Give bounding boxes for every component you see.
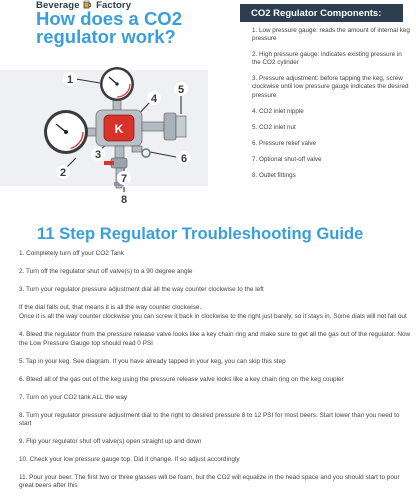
callout-8	[117, 192, 131, 206]
component-item: 4. CO2 inlet nipple	[252, 107, 304, 115]
shut-off-valve-icon	[104, 146, 127, 168]
callout-3	[91, 147, 105, 161]
svg-text:2: 2	[59, 167, 67, 179]
component-item: 3. Pressure adjustment: before tapping the keg, screw clockwise until low pressure gauge indicates the desired pressure	[252, 75, 409, 99]
callout-7	[117, 171, 131, 185]
svg-text:4: 4	[150, 93, 158, 105]
step-text: 9. Flip your regulator shut off valve(s) open straight up and down	[19, 438, 202, 446]
callout-2	[56, 165, 70, 179]
svg-text:7: 7	[120, 173, 128, 185]
brand-logo-part2: Factory	[96, 0, 132, 11]
svg-text:1: 1	[66, 74, 74, 86]
callout-6	[177, 151, 191, 165]
component-item: 6. Pressure relief valve	[252, 139, 317, 147]
step-text: 10. Check your low pressure gauge top. Did it change. If so adjust accordingly	[19, 456, 240, 464]
high-pressure-gauge-icon	[44, 110, 88, 154]
svg-text:6: 6	[180, 153, 188, 165]
brand-logo-part1: Beverage	[36, 0, 80, 11]
headline-line-1: How does a CO2	[36, 8, 182, 29]
regulator-diagram	[0, 60, 216, 210]
component-item: 7. Optional shut-off valve	[252, 155, 322, 163]
page-headline	[36, 10, 182, 46]
svg-text:8: 8	[120, 194, 128, 206]
callout-4	[147, 91, 161, 105]
step-note: If the dial falls out, that means it is all the way counter clockwise.	[19, 304, 202, 312]
component-item: 1. Low pressure gauge: reads the amount of internal keg pressure	[252, 27, 410, 43]
step-text: 2. Turn off the regulator shut off valve(s) to a 90 degree angle	[19, 268, 193, 276]
step-text: 6. Bleed all of the gas out of the keg using the pressure release valve looks like a key chain ring on the keg coupler	[19, 375, 344, 383]
low-pressure-gauge-icon	[100, 67, 134, 101]
component-item: 2. High pressure gauge: indicates existing pressure in the CO2 cylinder	[252, 51, 402, 67]
callout-5	[174, 82, 188, 96]
svg-text:5: 5	[177, 84, 185, 96]
co2-inlet-icon	[142, 113, 186, 140]
step-text: 1. Completely turn off your CO2 Tank	[19, 250, 124, 257]
component-item: 5. CO2 inlet nut	[252, 123, 296, 131]
svg-text:K: K	[114, 122, 124, 136]
components-panel	[240, 0, 416, 200]
components-title: CO2 Regulator Components:	[240, 4, 403, 22]
step-text: 8. Turn your regulator pressure adjustment dial to the right to desired pressure 8 to 12 PSI for most beers. Start lower than you need to start	[19, 411, 400, 428]
regulator-body-icon	[96, 110, 142, 146]
guide-title: 11 Step Regulator Troubleshooting Guide	[37, 224, 364, 243]
step-text: 7. Turn on your CO2 tank ALL the way	[19, 393, 128, 401]
step-text: 3. Turn your regulator pressure adjustment dial all the way counter clockwise to the left	[19, 286, 264, 294]
step-note: Once it is all the way counter clockwise you can screw it back in clockwise to the right just barely, so it stays in. Some dials will not fall out	[19, 313, 407, 321]
svg-text:3: 3	[94, 149, 102, 161]
component-item: 8. Outlet fittings	[252, 172, 296, 180]
pressure-relief-valve-icon	[132, 146, 150, 157]
step-text: 4. Bleed the regulator from the pressure release valve looks like a key chain ring and make sure to get all the gas out of the regulator. Now the Low Pressure Gauge top should read 0 PSI	[19, 331, 411, 347]
troubleshooting-steps	[19, 250, 411, 500]
step-text: 5. Tap in your keg. See diagram. If you have already tapped in your keg, you can skip this step	[19, 357, 286, 365]
components-list	[252, 27, 412, 188]
callout-1	[63, 72, 77, 86]
step-text: 11. Pour your beer. The first two or three glasses will be foam, but the CO2 will equalize in the head space and you should start to pour great beers after this	[19, 474, 400, 490]
headline-line-2: regulator work?	[36, 26, 176, 47]
